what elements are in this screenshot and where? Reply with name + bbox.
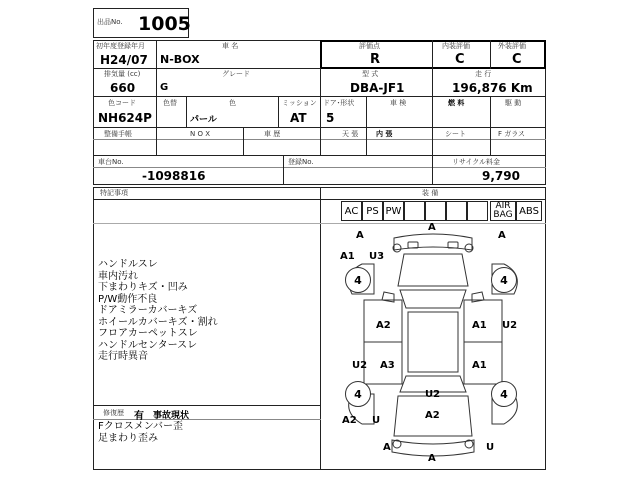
equipment-slot-6 [446,201,467,221]
damage-code: A [428,222,436,233]
accident-notes [98,421,183,444]
model-label: 車 名 [222,42,239,50]
type-label: 型 式 [362,70,379,78]
lot-number-label: 出品No. [97,18,123,26]
exterior-value: C [512,52,522,67]
nox-label: N O X [190,130,210,138]
damage-code: U2 [425,389,441,400]
color-value: パール [190,115,217,125]
doors-label: ドア･形状 [323,99,355,107]
seat-label: シート [445,130,466,138]
damage-code: A1 [472,360,487,371]
registration-label: 登録No. [288,158,314,166]
history-label: 車 歴 [264,130,281,138]
accident-status-label: 事故現状 [153,411,190,421]
note-item: ドアミラーカバーキズ [98,305,198,316]
mission-label: ミッション [282,99,317,107]
recycle-label: リサイクル料金 [452,158,501,166]
equipment-ps: PS [362,201,383,221]
displacement-value: 660 [110,81,136,95]
note-item: 下まわりキズ・凹み [98,282,188,293]
damage-code: U [486,442,495,453]
damage-code: U [372,415,381,426]
damage-code: A1 [472,320,487,331]
accident-note-item: Fクロスメンバー歪 [98,421,184,432]
mileage-value: 196,876 Km [452,81,533,95]
inspection-label: 車 検 [390,99,407,107]
score-label: 評価点 [359,42,380,50]
repaint-label: 色替 [163,99,177,107]
car-diagram [322,224,544,468]
note-item: ハンドルスレ [98,259,158,270]
damage-code: A2 [425,410,440,421]
lot-number-box [93,8,189,38]
fuel-label: 燃 料 [448,99,465,107]
drive-label: 駆 動 [505,99,522,107]
damage-code: A2 [376,320,391,331]
damage-code: U3 [369,251,385,262]
chassis-label: 車台No. [98,158,124,166]
damage-code: A [383,442,391,453]
tire-front-left: 4 [345,267,371,293]
accident-note-item: 足まわり歪み [98,432,158,444]
doors-value: 5 [326,111,335,125]
equipment-label: 装 備 [422,189,439,197]
equipment-slot-7 [467,201,488,221]
grade-value: G [160,82,169,93]
tire-front-right: 4 [491,267,517,293]
equipment-slot-5 [425,201,446,221]
color-code-value: NH624P [98,111,152,125]
score-value: R [370,52,381,67]
equipment-slot-4 [404,201,425,221]
remarks-label: 特記事項 [100,189,128,197]
color-code-label: 色コード [108,99,136,107]
damage-code: A [428,453,436,464]
glass-label: F ガラス [498,130,526,138]
damage-code: A [356,230,364,241]
mileage-label: 走 行 [475,70,492,78]
chassis-value: -1098816 [142,169,206,183]
note-item: P/W動作不良 [98,293,158,305]
roof-label: 天 張 [342,130,359,138]
lot-number: 1005 [138,13,191,35]
equipment-pw: PW [383,201,404,221]
model-value: N-BOX [160,53,200,66]
equipment-ac: AC [341,201,362,221]
first-reg-value: H24/07 [100,53,148,67]
damage-code: U2 [502,320,518,331]
note-item: フロアカーペットスレ [98,328,198,339]
tire-rear-right: 4 [491,381,517,407]
displacement-label: 排気量 (cc) [104,70,141,78]
grade-label: グレード [222,70,250,78]
mission-value: AT [290,111,307,125]
damage-code: A2 [342,415,357,426]
repair-history-label: 修復歴 [103,409,124,417]
repair-history-value: 有 [134,411,144,422]
tire-rear-left: 4 [345,381,371,407]
damage-code: A [498,230,506,241]
equipment-airbag: AIR BAG [490,201,516,221]
damage-code: U2 [352,360,368,371]
damage-code: A3 [380,360,395,371]
note-item: ホイールカバーキズ・割れ [98,316,218,328]
damage-code: A1 [340,251,355,262]
recycle-value: 9,790 [482,169,520,183]
interior-trim-label: 内 張 [376,130,393,138]
note-item: ハンドルセンタースレ [98,339,198,351]
notes-list [98,259,218,363]
color-label: 色 [229,99,236,107]
note-item: 走行時異音 [98,351,148,362]
type-value: DBA-JF1 [350,81,405,95]
exterior-label: 外装評価 [498,42,526,50]
service-book-label: 整備手帳 [104,130,132,138]
interior-label: 内装評価 [442,42,470,50]
interior-value: C [455,52,465,67]
equipment-abs: ABS [516,201,542,221]
note-item: 車内汚れ [98,270,138,282]
first-reg-label: 初年度登録年月 [96,42,145,50]
